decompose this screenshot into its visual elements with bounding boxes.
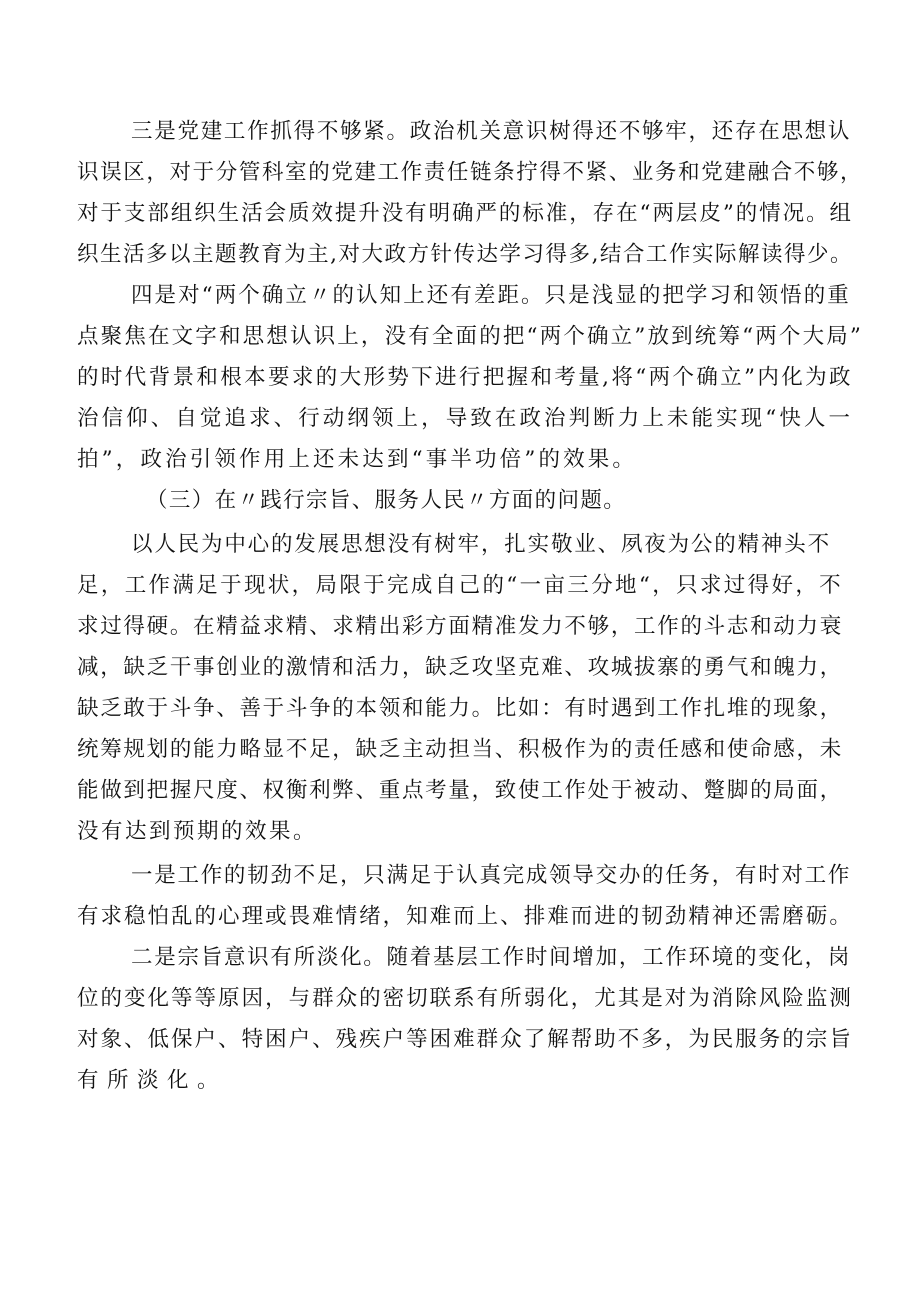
paragraph-line: 有所淡化。 [77,1068,228,1093]
paragraph-line: 三是党建工作抓得不够紧。政治机关意识树得还不够牢，还存在思想认 [131,119,852,144]
paragraph-line: 减，缺乏干事创业的激情和活力，缺乏攻坚克难、攻城拔寨的勇气和魄力， [77,655,843,680]
paragraph-line: 识误区，对于分管科室的党建工作责任链条拧得不紧、业务和党建融合不够， [77,160,864,185]
paragraph-line: 能做到把握尺度、权衡利弊、重点考量，致使工作处于被动、蹩脚的局面， [77,778,843,803]
paragraph-line: 没有达到预期的效果。 [77,819,318,844]
section-heading: （三）在〃践行宗旨、服务人民〃方面的问题。 [146,488,627,513]
paragraph-line: 以人民为中心的发展思想没有树牢，扎实敬业、夙夜为公的精神头不 [131,532,831,557]
paragraph-line: 点聚焦在文字和思想认识上，没有全面的把“两个确立”放到统筹“两个大局” [77,324,864,349]
paragraph-line: 拍”，政治引领作用上还未达到“事半功倍”的效果。 [77,447,638,472]
paragraph-line: 织生活多以主题教育为主,对大政方针传达学习得多,结合工作实际解读得少。 [77,242,854,267]
paragraph-line: 求过得硬。在精益求精、求精出彩方面精准发力不够，工作的斗志和动力衰 [77,614,843,639]
paragraph-line: 一是工作的韧劲不足，只满足于认真完成领导交办的任务，有时对工作 [131,863,852,888]
paragraph-line: 的时代背景和根本要求的大形势下进行把握和考量,将“两个确立”内化为政 [77,365,853,390]
paragraph-line: 治信仰、自觉追求、行动纲领上，导致在政治判断力上未能实现“快人一 [77,406,854,431]
paragraph-line: 对象、低保户、特困户、残疾户等困难群众了解帮助不多，为民服务的宗旨 [77,1027,853,1052]
paragraph-line: 缺乏敢于斗争、善于斗争的本领和能力。比如：有时遇到工作扎堆的现象， [77,696,843,721]
paragraph-line: 二是宗旨意识有所淡化。随着基层工作时间增加，工作环境的变化，岗 [131,945,852,970]
paragraph-line: 位的变化等等原因，与群众的密切联系有所弱化，尤其是对为消除风险监测 [77,986,853,1011]
paragraph-line: 四是对“两个确立〃的认知上还有差距。只是浅显的把学习和领悟的重 [131,283,851,308]
paragraph-line: 有求稳怕乱的心理或畏难情绪，知难而上、排难而进的韧劲精神还需磨砺。 [77,904,853,929]
paragraph-line: 对于支部组织生活会质效提升没有明确严的标准，存在“两层皮”的情况。组 [77,201,853,226]
paragraph-line: 统筹规划的能力略显不足，缺乏主动担当、积极作为的责任感和使命感，未 [77,737,843,762]
paragraph-line: 足，工作满足于现状，局限于完成自己的“一亩三分地“，只求过得好，不 [77,573,844,598]
